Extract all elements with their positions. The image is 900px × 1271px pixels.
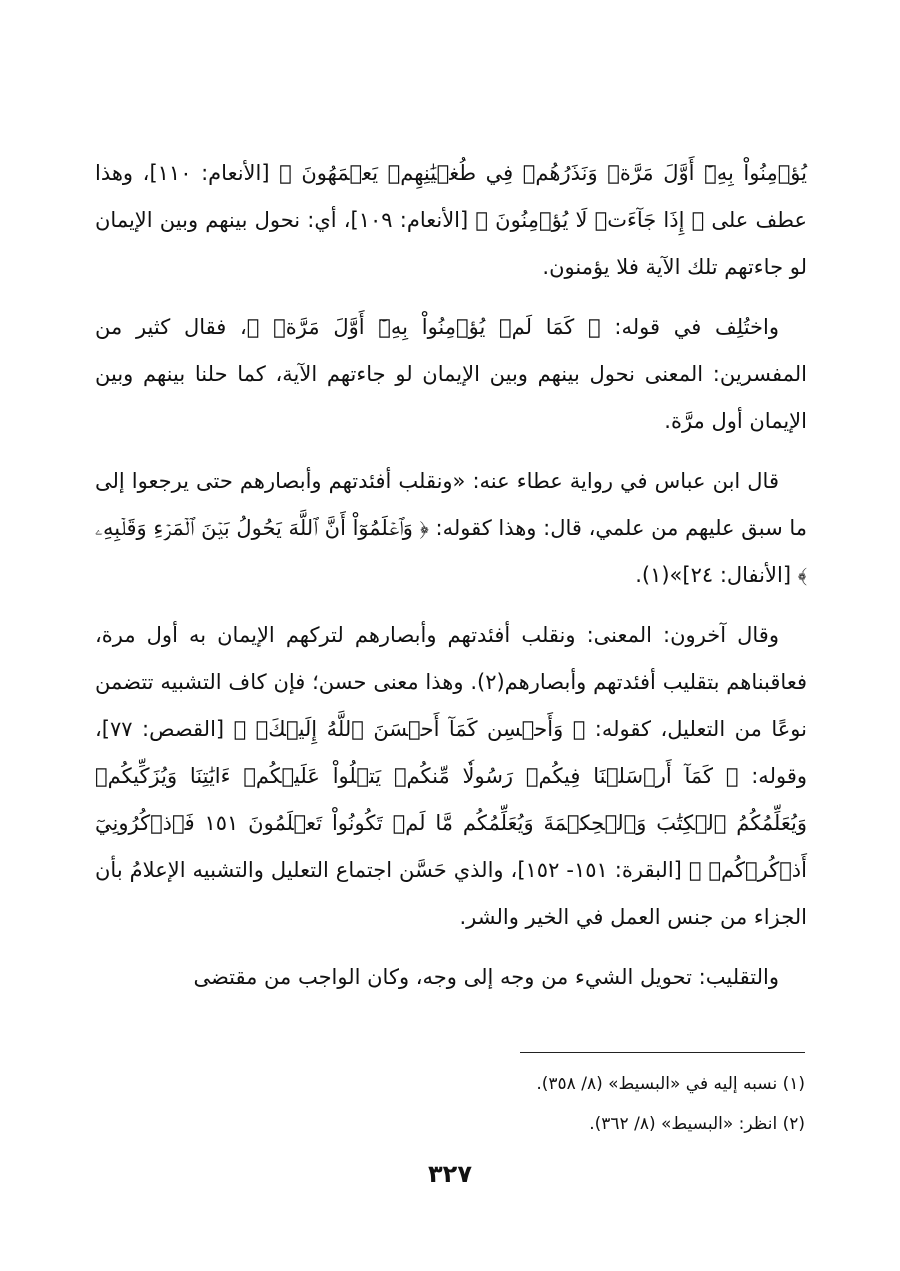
footnote-separator <box>520 1052 805 1053</box>
paragraph-4: وقال آخرون: المعنى: ونقلب أفئدتهم وأبصارهم لتركهم الإيمان به أول مرة، فعاقبناهم بتقليب أفئدتهم وأبصارهم(٢). وهذا معنى حسن؛ فإن كاف التشبيه تتضمن نوعًا من التعليل، كقوله: ﴿ وَأَحۡسِن كَمَآ أَحۡسَنَ ٱللَّهُ إِلَيۡكَۖ ﴾ [القصص: ٧٧]، وقوله: ﴿ كَمَآ أَرۡسَلۡنَا فِيكُمۡ رَسُولٗا مِّنكُمۡ يَتۡلُواْ عَلَيۡكُمۡ ءَايَٰتِنَا وَيُزَكِّيكُمۡ وَيُعَلِّمُكُمُ ٱلۡكِتَٰبَ وَٱلۡحِكۡمَةَ وَيُعَلِّمُكُم مَّا لَمۡ تَكُونُواْ تَعۡلَمُونَ ١٥١ فَٱذۡكُرُونِيٓ أَذۡكُرۡكُمۡ ﴾ [البقرة: ١٥١- ١٥٢]، والذي حَسَّن اجتماع التعليل والتشبيه الإعلامُ بأن الجزاء من جنس العمل في الخير والشر. <box>95 623 807 929</box>
footnote-2: (٢) انظر: «البسيط» (٨/ ٣٦٢). <box>589 1114 805 1134</box>
paragraph-1: يُؤۡمِنُواْ بِهِۦٓ أَوَّلَ مَرَّةٖ وَنَذَرُهُمۡ فِي طُغۡيَٰنِهِمۡ يَعۡمَهُونَ ﴾ [الأنعام: ١١٠]، وهذا عطف على ﴿ إِذَا جَآءَتۡ لَا يُؤۡمِنُونَ ﴾ [الأنعام: ١٠٩]، أي: نحول بينهم وبين الإيمان لو جاءتهم تلك الآية فلا يؤمنون. <box>95 161 807 279</box>
footnote-1: (١) نسبه إليه في «البسيط» (٨/ ٣٥٨). <box>536 1074 805 1094</box>
footnotes <box>93 1064 805 1144</box>
paragraph-5: والتقليب: تحويل الشيء من وجه إلى وجه، وكان الواجب من مقتضى <box>193 965 779 989</box>
main-text <box>95 150 807 1014</box>
paragraph-3: قال ابن عباس في رواية عطاء عنه: «ونقلب أفئدتهم وأبصارهم حتى يرجعوا إلى ما سبق عليهم من علمي، قال: وهذا كقوله: ﴿ وَٱعۡلَمُوٓاْ أَنَّ ٱللَّهَ يَحُولُ بَيۡنَ ٱلۡمَرۡءِ وَقَلۡبِهِۦ ﴾ [الأنفال: ٢٤]»(١). <box>95 469 807 587</box>
page-number: ٣٢٧ <box>428 1160 472 1188</box>
paragraph-2: واختُلِف في قوله: ﴿ كَمَا لَمۡ يُؤۡمِنُواْ بِهِۦٓ أَوَّلَ مَرَّةٖ ﴾، فقال كثير من المفسرين: المعنى نحول بينهم وبين الإيمان لو جاءتهم الآية، كما حلنا بينهم وبين الإيمان أول مرَّة. <box>95 315 807 433</box>
